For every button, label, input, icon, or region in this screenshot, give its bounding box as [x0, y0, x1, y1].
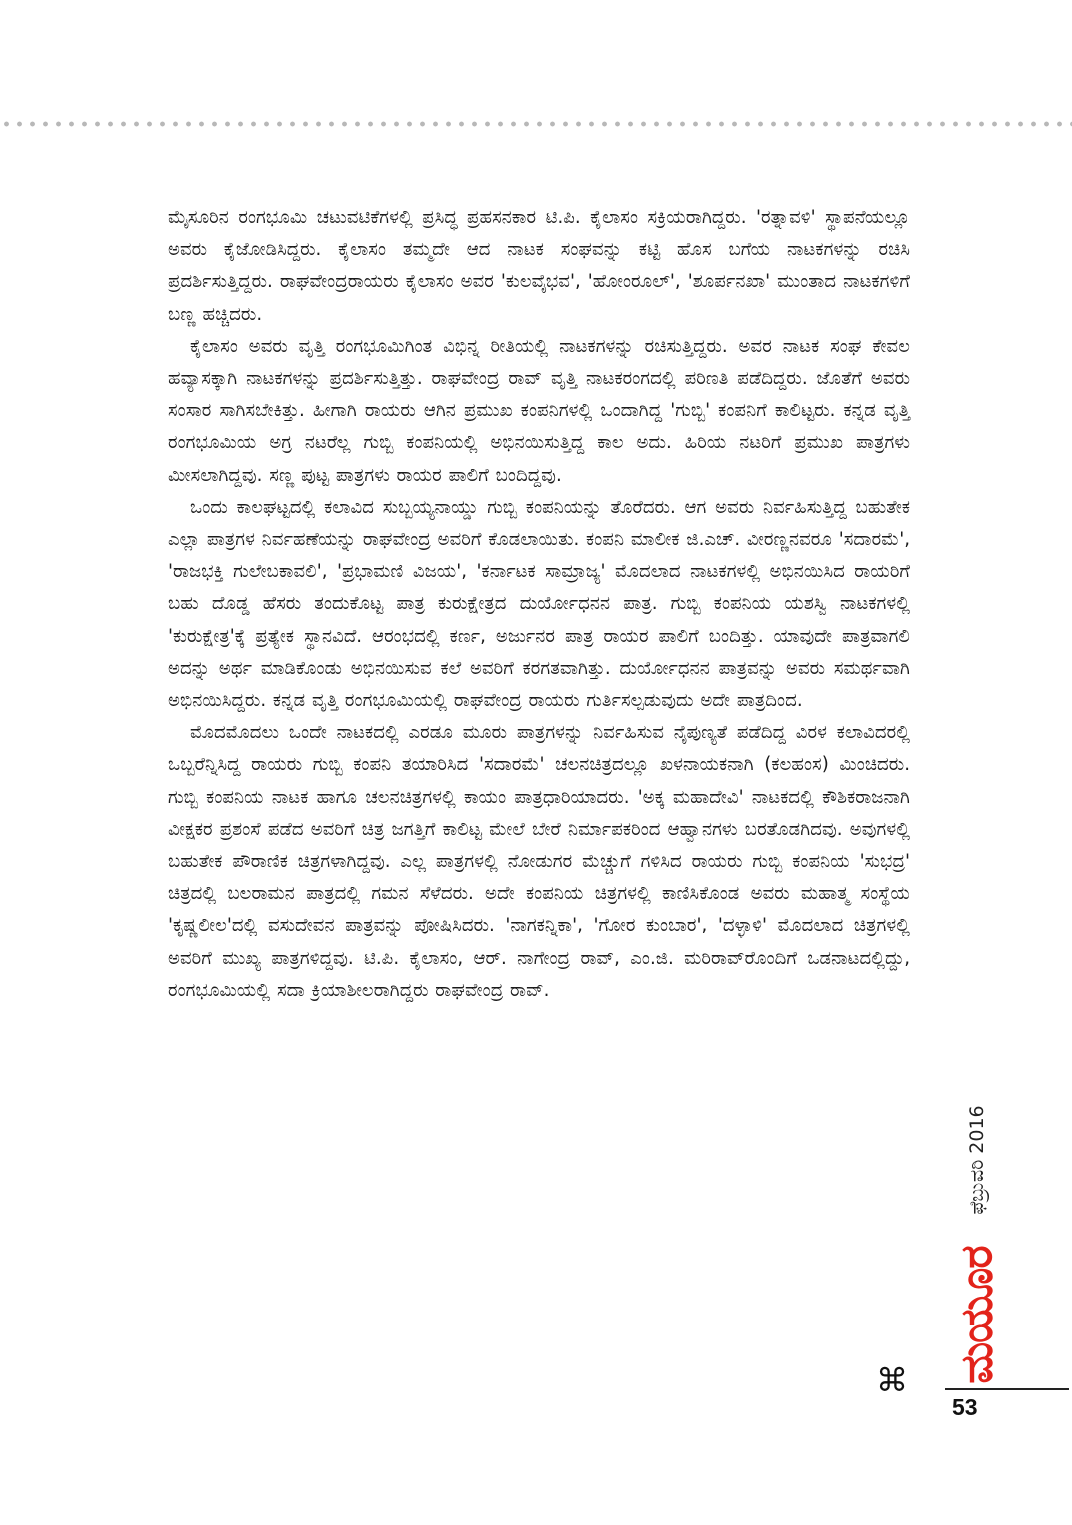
page-number-rule — [945, 1388, 1069, 1390]
issue-date-text: ಫೆಬ್ರುವರಿ 2016 — [966, 1105, 988, 1215]
page-number: 53 — [952, 1394, 978, 1420]
magazine-logo-text: ಮಯೂರ — [951, 1246, 1003, 1384]
dotted-header-rule — [0, 120, 1072, 128]
issue-date — [947, 1105, 1007, 1215]
article-paragraph: ಮೊದಮೊದಲು ಒಂದೇ ನಾಟಕದಲ್ಲಿ ಎರಡೂ ಮೂರು ಪಾತ್ರಗಳನ್ನು ನಿರ್ವಹಿಸುವ ನೈಪುಣ್ಯತೆ ಪಡೆದಿದ್ದ ವಿರಳ ಕಲಾವಿದರಲ್ಲಿ ಒಬ್ಬರೆನ್ನಿಸಿದ್ದ ರಾಯರು ಗುಬ್ಬಿ ಕಂಪನಿ ತಯಾರಿಸಿದ 'ಸದಾರಮೆ' ಚಲನಚಿತ್ರದಲ್ಲೂ ಖಳನಾಯಕನಾಗಿ (ಕಲಹಂಸ) ಮಿಂಚಿದರು. ಗುಬ್ಬಿ ಕಂಪನಿಯ ನಾಟಕ ಹಾಗೂ ಚಲನಚಿತ್ರಗಳಲ್ಲಿ ಕಾಯಂ ಪಾತ್ರಧಾರಿಯಾದರು. 'ಅಕ್ಕ ಮಹಾದೇವಿ' ನಾಟಕದಲ್ಲಿ ಕೌಶಿಕರಾಜನಾಗಿ ವೀಕ್ಷಕರ ಪ್ರಶಂಸೆ ಪಡೆದ ಅವರಿಗೆ ಚಿತ್ರ ಜಗತ್ತಿಗೆ ಕಾಲಿಟ್ಟ ಮೇಲೆ ಬೇರೆ ನಿರ್ಮಾಪಕರಿಂದ ಆಹ್ವಾನಗಳು ಬರತೊಡಗಿದವು. ಅವುಗಳಲ್ಲಿ ಬಹುತೇಕ ಪೌರಾಣಿಕ ಚಿತ್ರಗಳಾಗಿದ್ದವು. ಎಲ್ಲ ಪಾತ್ರಗಳಲ್ಲಿ ನೋಡುಗರ ಮೆಚ್ಚುಗೆ ಗಳಿಸಿದ ರಾಯರು ಗುಬ್ಬಿ ಕಂಪನಿಯ 'ಸುಭದ್ರ' ಚಿತ್ರದಲ್ಲಿ ಬಲರಾಮನ ಪಾತ್ರದಲ್ಲಿ ಗಮನ ಸೆಳೆದರು. ಅದೇ ಕಂಪನಿಯ ಚಿತ್ರಗಳಲ್ಲಿ ಕಾಣಿಸಿಕೊಂಡ ಅವರು ಮಹಾತ್ಮ ಸಂಸ್ಥೆಯ 'ಕೃಷ್ಣಲೀಲ'ದಲ್ಲಿ ವಸುದೇವನ ಪಾತ್ರವನ್ನು ಪೋಷಿಸಿದರು. 'ನಾಗಕನ್ನಿಕಾ', 'ಗೋರ ಕುಂಬಾರ', 'ದಳ್ಳಾಳಿ' ಮೊದಲಾದ ಚಿತ್ರಗಳಲ್ಲಿ ಅವರಿಗೆ ಮುಖ್ಯ ಪಾತ್ರಗಳಿದ್ದವು. ಟಿ.ಪಿ. ಕೈಲಾಸಂ, ಆರ್. ನಾಗೇಂದ್ರ ರಾವ್, ಎಂ.ಜಿ. ಮರಿರಾವ್‌ರೊಂದಿಗೆ ಒಡನಾಟದಲ್ಲಿದ್ದು, ರಂಗಭೂಮಿಯಲ್ಲಿ ಸದಾ ಕ್ರಿಯಾಶೀಲರಾಗಿದ್ದರು ರಾಘವೇಂದ್ರ ರಾವ್. — [168, 722, 910, 1001]
article-paragraph: ಮೈಸೂರಿನ ರಂಗಭೂಮಿ ಚಟುವಟಿಕೆಗಳಲ್ಲಿ ಪ್ರಸಿದ್ಧ ಪ್ರಹಸನಕಾರ ಟಿ.ಪಿ. ಕೈಲಾಸಂ ಸಕ್ರಿಯರಾಗಿದ್ದರು. 'ರತ್ನಾವಳಿ' ಸ್ಥಾಪನೆಯಲ್ಲೂ ಅವರು ಕೈಜೋಡಿಸಿದ್ದರು. ಕೈಲಾಸಂ ತಮ್ಮದೇ ಆದ ನಾಟಕ ಸಂಘವನ್ನು ಕಟ್ಟಿ ಹೊಸ ಬಗೆಯ ನಾಟಕಗಳನ್ನು ರಚಿಸಿ ಪ್ರದರ್ಶಿಸುತ್ತಿದ್ದರು. ರಾಘವೇಂದ್ರರಾಯರು ಕೈಲಾಸಂ ಅವರ 'ಕುಲವೈಭವ', 'ಹೋಂರೂಲ್', 'ಶೂರ್ಪನಖಾ' ಮುಂತಾದ ನಾಟಕಗಳಿಗೆ ಬಣ್ಣ ಹಚ್ಚಿದರು. — [168, 207, 910, 325]
article-paragraph: ಒಂದು ಕಾಲಘಟ್ಟದಲ್ಲಿ ಕಲಾವಿದ ಸುಬ್ಬಯ್ಯನಾಯ್ಡು ಗುಬ್ಬಿ ಕಂಪನಿಯನ್ನು ತೊರೆದರು. ಆಗ ಅವರು ನಿರ್ವಹಿಸುತ್ತಿದ್ದ ಬಹುತೇಕ ಎಲ್ಲಾ ಪಾತ್ರಗಳ ನಿರ್ವಹಣೆಯನ್ನು ರಾಘವೇಂದ್ರ ಅವರಿಗೆ ಕೊಡಲಾಯಿತು. ಕಂಪನಿ ಮಾಲೀಕ ಜಿ.ಎಚ್. ವೀರಣ್ಣನವರೂ 'ಸದಾರಮೆ', 'ರಾಜಭಕ್ತಿ ಗುಲೇಬಕಾವಲಿ', 'ಪ್ರಭಾಮಣಿ ವಿಜಯ', 'ಕರ್ನಾಟಕ ಸಾಮ್ರಾಜ್ಯ' ಮೊದಲಾದ ನಾಟಕಗಳಲ್ಲಿ ಅಭಿನಯಿಸಿದ ರಾಯರಿಗೆ ಬಹು ದೊಡ್ಡ ಹೆಸರು ತಂದುಕೊಟ್ಟ ಪಾತ್ರ ಕುರುಕ್ಷೇತ್ರದ ದುರ್ಯೋಧನನ ಪಾತ್ರ. ಗುಬ್ಬಿ ಕಂಪನಿಯ ಯಶಸ್ವಿ ನಾಟಕಗಳಲ್ಲಿ 'ಕುರುಕ್ಷೇತ್ರ'ಕ್ಕೆ ಪ್ರತ್ಯೇಕ ಸ್ಥಾನವಿದೆ. ಆರಂಭದಲ್ಲಿ ಕರ್ಣ, ಅರ್ಜುನರ ಪಾತ್ರ ರಾಯರ ಪಾಲಿಗೆ ಬಂದಿತ್ತು. ಯಾವುದೇ ಪಾತ್ರವಾಗಲಿ ಅದನ್ನು ಅರ್ಥ ಮಾಡಿಕೊಂಡು ಅಭಿನಯಿಸುವ ಕಲೆ ಅವರಿಗೆ ಕರಗತವಾಗಿತ್ತು. ದುರ್ಯೋಧನನ ಪಾತ್ರವನ್ನು ಅವರು ಸಮರ್ಥವಾಗಿ ಅಭಿನಯಿಸಿದ್ದರು. ಕನ್ನಡ ವೃತ್ತಿ ರಂಗಭೂಮಿಯಲ್ಲಿ ರಾಘವೇಂದ್ರ ರಾಯರು ಗುರ್ತಿಸಲ್ಪಡುವುದು ಅದೇ ಪಾತ್ರದಿಂದ. — [168, 496, 911, 712]
article-body — [168, 202, 910, 1007]
article-paragraph: ಕೈಲಾಸಂ ಅವರು ವೃತ್ತಿ ರಂಗಭೂಮಿಗಿಂತ ವಿಭಿನ್ನ ರೀತಿಯಲ್ಲಿ ನಾಟಕಗಳನ್ನು ರಚಿಸುತ್ತಿದ್ದರು. ಅವರ ನಾಟಕ ಸಂಘ ಕೇವಲ ಹವ್ಯಾಸಕ್ಕಾಗಿ ನಾಟಕಗಳನ್ನು ಪ್ರದರ್ಶಿಸುತ್ತಿತ್ತು. ರಾಘವೇಂದ್ರ ರಾವ್ ವೃತ್ತಿ ನಾಟಕರಂಗದಲ್ಲಿ ಪರಿಣತಿ ಪಡೆದಿದ್ದರು. ಜೊತೆಗೆ ಅವರು ಸಂಸಾರ ಸಾಗಿಸಬೇಕಿತ್ತು. ಹೀಗಾಗಿ ರಾಯರು ಆಗಿನ ಪ್ರಮುಖ ಕಂಪನಿಗಳಲ್ಲಿ ಒಂದಾಗಿದ್ದ 'ಗುಬ್ಬಿ' ಕಂಪನಿಗೆ ಕಾಲಿಟ್ಟರು. ಕನ್ನಡ ವೃತ್ತಿ ರಂಗಭೂಮಿಯ ಅಗ್ರ ನಟರೆಲ್ಲ ಗುಬ್ಬಿ ಕಂಪನಿಯಲ್ಲಿ ಅಭಿನಯಿಸುತ್ತಿದ್ದ ಕಾಲ ಅದು. ಹಿರಿಯ ನಟರಿಗೆ ಪ್ರಮುಖ ಪಾತ್ರಗಳು ಮೀಸಲಾಗಿದ್ದವು. ಸಣ್ಣ ಪುಟ್ಟ ಪಾತ್ರಗಳು ರಾಯರ ಪಾಲಿಗೆ ಬಂದಿದ್ದವು. — [168, 335, 910, 486]
end-of-article-icon: ⌘ — [876, 1361, 908, 1399]
magazine-logo — [947, 1240, 1007, 1390]
